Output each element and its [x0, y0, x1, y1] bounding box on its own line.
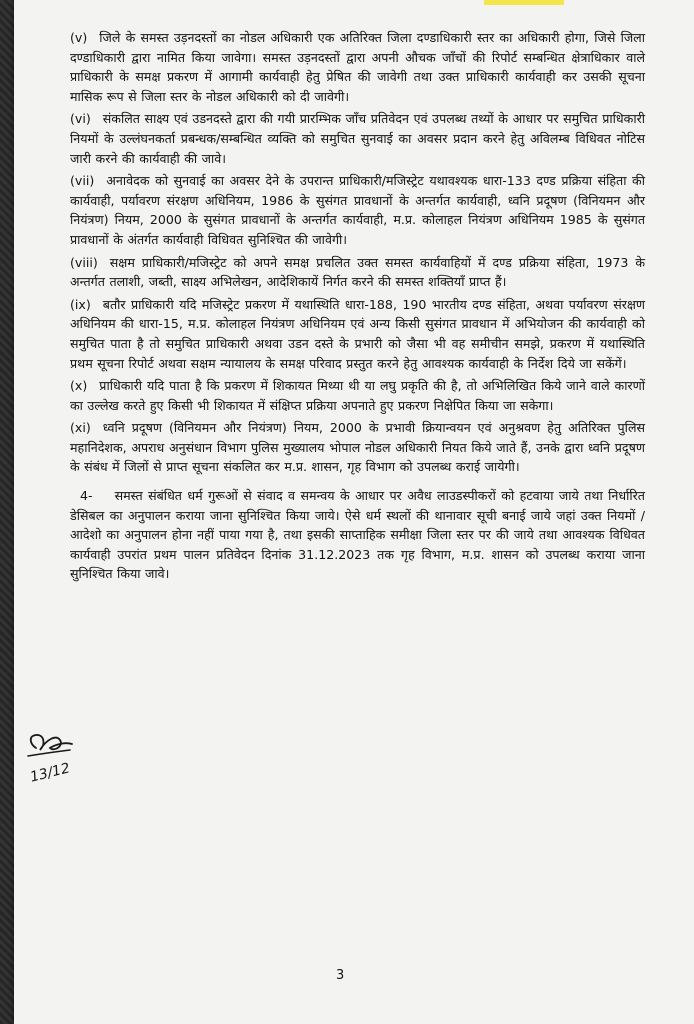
clause-number: (v): [70, 30, 88, 45]
clause-number: (vi): [70, 111, 91, 127]
clause-v: [70, 28, 645, 106]
clause-viii: [70, 253, 645, 292]
handwritten-initials-signature: [26, 726, 86, 796]
section-number: 4-: [80, 488, 93, 504]
section-text: समस्त संबंधित धर्म गुरूओं से संवाद व समन्वय के आधार पर अवैध लाउडस्पीकरों को हटवाया जाये तथा निर्धारित डेसिबल का अनुपालन कराया जाना सुनिश्चित किया जाये। ऐसे धर्म स्थलों की थानावार सूची बनाई जाये जहां उक्त नियमों / आदेशो का अनुपालन होना नहीं पाया गया है, तथा इसकी साप्ताहिक समीक्षा जिला स्तर पर की जाये तथा आवश्यक विधिवत कार्यवाही उपरांत प्रथम पालन प्रतिवेदन दिनांक 31.12.2023 तक गृह विभाग, म.प्र. शासन को उपलब्ध कराया जाना सुनिश्चित किया जावे।: [70, 488, 645, 582]
clause-number: (ix): [70, 296, 91, 312]
clause-text: ध्वनि प्रदूषण (विनियमन और नियंत्रण) नियम, 2000 के प्रभावी क्रियान्वयन एवं अनुश्रवण हेतु अतिरिक्त पुलिस महानिदेशक, अपराध अनुसंधान विभाग पुलिस मुख्यालय भोपाल नोडल अधिकारी नियत किये जाते हैं, उनके द्वारा ध्वनि प्रदूषण के संबंध में जिलों से प्राप्त सूचना संकलित कर म.प्र. शासन, गृह विभाग को उपलब्ध कराई जायेगी।: [70, 420, 645, 475]
clause-text: जिले के समस्त उड़नदस्तों का नोडल अधिकारी एक अतिरिक्त जिला दण्डाधिकारी स्तर का अधिकारी होगा, जिसे जिला दण्डाधिकारी द्वारा नामित किया जावेगा। समस्त उड़नदस्तों द्वारा अपनी औचक जाँचों की रिपोर्ट सम्बन्धित क्षेत्राधिकार वाले प्राधिकारी के समक्ष प्रकरण में आगामी कार्यवाही हेतु प्रेषित की जावेगी तथा उक्त प्राधिकारी कार्यवाही कर उसकी सूचना मासिक रूप से जिला स्तर के नोडल अधिकारी को दी जावेगी।: [70, 30, 645, 104]
document-body: [70, 28, 645, 587]
section-4: [70, 486, 645, 584]
clause-number: (vii): [70, 173, 95, 189]
clause-text: प्राधिकारी यदि पाता है कि प्रकरण में शिकायत मिथ्या थी या लघु प्रकृति की है, तो अभिलिखित किये जाने वाले कारणों का उल्लेख करते हुए किसी भी शिकायत में संक्षिप्त प्रक्रिया अपनाते हुए प्रकरण निक्षेपित किया जा सकेगा।: [70, 378, 645, 413]
clause-ix: [70, 295, 645, 373]
clause-vii: [70, 171, 645, 249]
clause-x: [70, 376, 645, 415]
page-number: 3: [336, 968, 345, 983]
clause-text: सक्षम प्राधिकारी/मजिस्ट्रेट को अपने समक्ष प्रचलित उक्त समस्त कार्यवाहियों में दण्ड प्रक्रिया संहिता, 1973 के अन्तर्गत तलाशी, जब्ती, साक्ष्य अभिलेखन, आदेशिकायें निर्गत करने की समस्त शक्तियाँ प्राप्त हैं।: [70, 254, 645, 290]
clause-xi: [70, 418, 645, 477]
clause-number: (viii): [70, 254, 98, 270]
clause-vi: [70, 109, 645, 168]
highlighter-mark: [484, 0, 564, 5]
clause-text: अनावेदक को सुनवाई का अवसर देने के उपरान्त प्राधिकारी/मजिस्ट्रेट यथावश्यक धारा-133 दण्ड प्रक्रिया संहिता की कार्यवाही, पर्यावरण संरक्षण अधिनियम, 1986 के सुसंगत प्रावधानों के अन्तर्गत कार्यवाही, ध्वनि प्रदूषण (विनियमन और नियंत्रण) नियम, 2000 के सुसंगत प्रावधानों के अन्तर्गत कार्यवाही, म.प्र. कोलाहल नियंत्रण अधिनियम 1985 के सुसंगत प्रावधानों के अंतर्गत कार्यवाही विधिवत सुनिश्चित की जावेगी।: [70, 173, 645, 247]
clause-number: (xi): [70, 420, 91, 436]
clause-number: (x): [70, 378, 88, 394]
handwritten-date: 13/12: [28, 760, 72, 786]
clause-text: बतौर प्राधिकारी यदि मजिस्ट्रेट प्रकरण में यथास्थिति धारा-188, 190 भारतीय दण्ड संहिता, अथवा पर्यावरण संरक्षण अधिनियम की धारा-15, म.प्र. कोलाहल नियंत्रण अधिनियम एवं अन्य किसी सुसंगत प्रावधान में अभियोजन की कार्यवाही को समुचित पाता है तो समुचित प्राधिकारी अथवा उडन दस्ते के प्रभारी को जैसा भी वह समीचीन समझे, प्रकरण में यथास्थिति प्रथम सूचना रिपोर्ट अथवा सक्षम न्यायालय के समक्ष परिवाद प्रस्तुत करने हेतु आवश्यक कार्यवाही के निर्देश दिये जा सकेंगें।: [70, 296, 645, 371]
clause-text: संकलित साक्ष्य एवं उडनदस्ते द्वारा की गयी प्रारम्भिक जाँच प्रतिवेदन एवं उपलब्ध तथ्यों के आधार पर समुचित प्राधिकारी नियमों के उल्लंघनकर्ता प्रबन्धक/सम्बन्धित व्यक्ति को समुचित सुनवाई का अवसर प्रदान करने हेतु अविलम्ब विधिवत नोटिस जारी करने की कार्यवाही की जावे।: [70, 111, 645, 166]
